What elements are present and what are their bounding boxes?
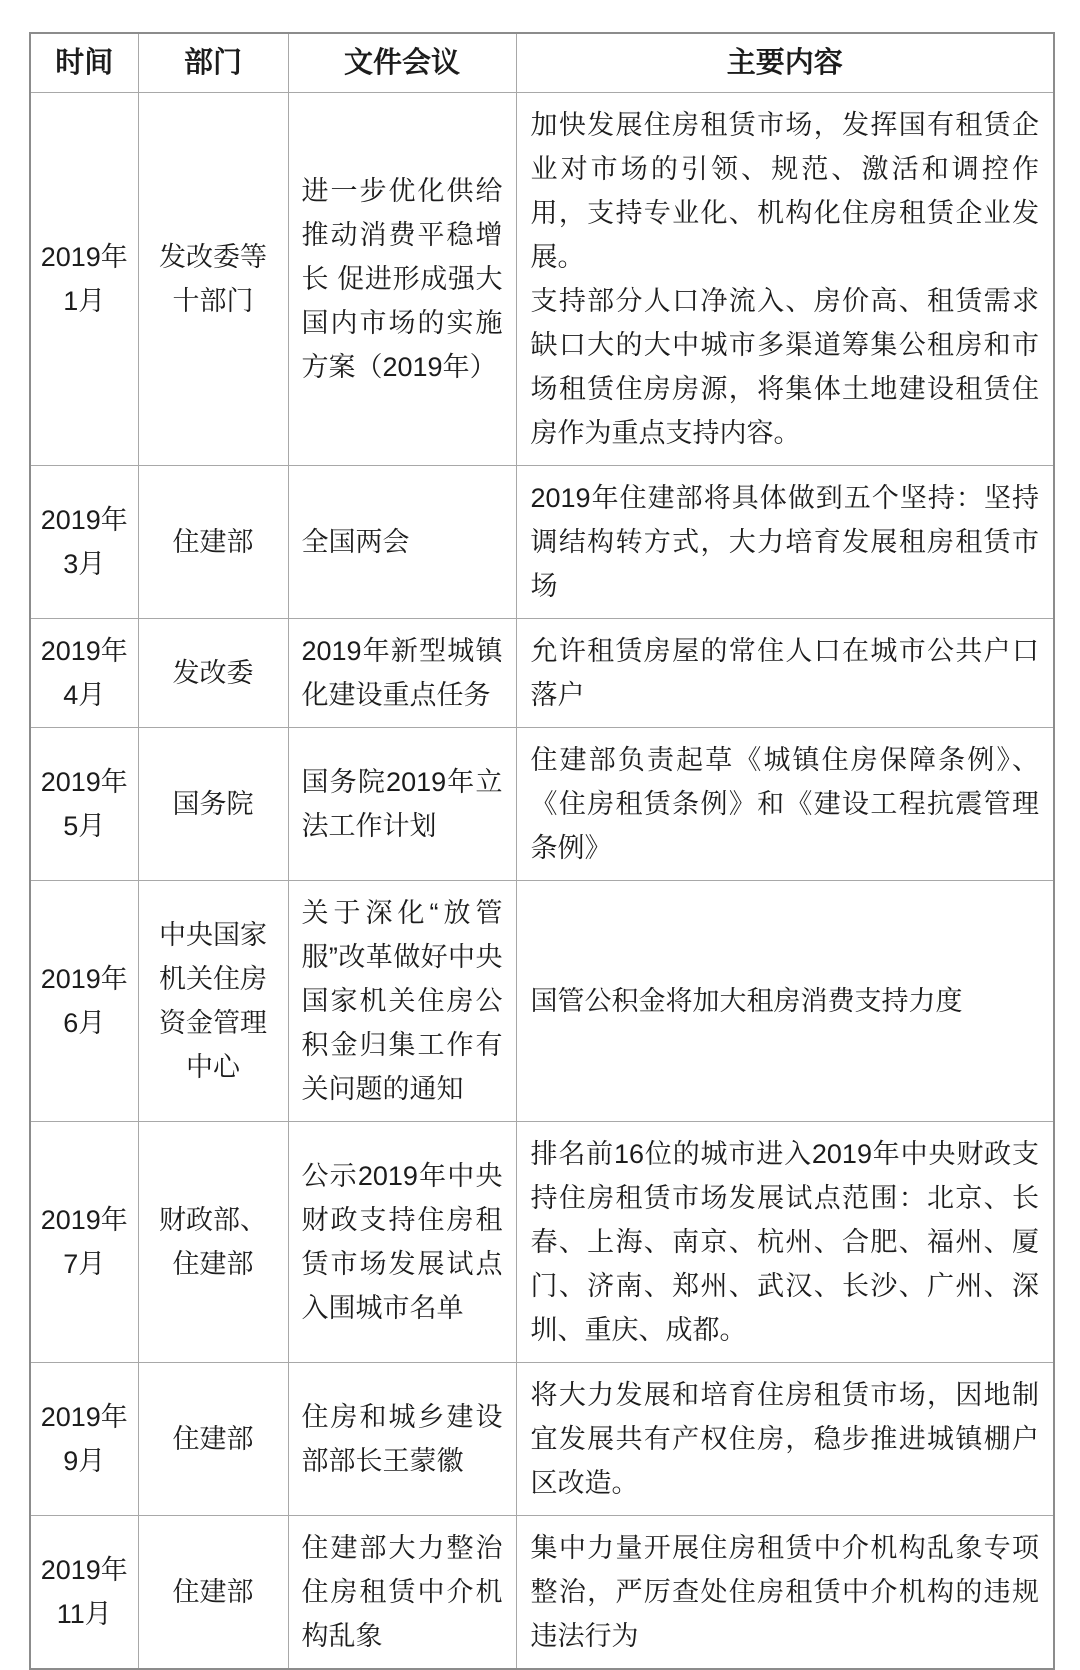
cell-department: 财政部、住建部 <box>138 1122 288 1363</box>
cell-content <box>516 1363 1054 1516</box>
policy-table-container <box>29 32 1055 1670</box>
policy-table <box>29 32 1055 1670</box>
cell-time: 2019年4月 <box>30 619 138 728</box>
cell-time: 2019年3月 <box>30 466 138 619</box>
cell-department: 住建部 <box>138 466 288 619</box>
content-paragraph: 国管公积金将加大租房消费支持力度 <box>530 986 963 1016</box>
table-row <box>30 1122 1054 1363</box>
table-row <box>30 466 1054 619</box>
content-paragraph: 将大力发展和培育住房租赁市场，因地制宜发展共有产权住房，稳步推进城镇棚户区改造。 <box>530 1380 1039 1498</box>
header-row <box>30 33 1054 93</box>
cell-document: 全国两会 <box>288 466 516 619</box>
cell-content <box>516 881 1054 1122</box>
cell-department: 住建部 <box>138 1516 288 1670</box>
cell-department: 住建部 <box>138 1363 288 1516</box>
content-paragraph: 允许租赁房屋的常住人口在城市公共户口落户 <box>530 636 1039 710</box>
table-row <box>30 728 1054 881</box>
content-paragraph: 加快发展住房租赁市场，发挥国有租赁企业对市场的引领、规范、激活和调控作用，支持专业化、机构化住房租赁企业发展。 <box>530 110 1039 272</box>
cell-department: 发改委 <box>138 619 288 728</box>
content-paragraph: 排名前16位的城市进入2019年中央财政支持住房租赁市场发展试点范围：北京、长春、上海、南京、杭州、合肥、福州、厦门、济南、郑州、武汉、长沙、广州、深圳、重庆、成都。 <box>530 1139 1039 1345</box>
cell-document: 国务院2019年立法工作计划 <box>288 728 516 881</box>
content-paragraph: 2019年住建部将具体做到五个坚持：坚持调结构转方式，大力培育发展租房租赁市场 <box>530 483 1039 601</box>
table-row <box>30 93 1054 466</box>
table-row <box>30 881 1054 1122</box>
cell-time: 2019年6月 <box>30 881 138 1122</box>
cell-time: 2019年9月 <box>30 1363 138 1516</box>
cell-document: 关于深化“放管服”改革做好中央国家机关住房公积金归集工作有关问题的通知 <box>288 881 516 1122</box>
cell-content <box>516 466 1054 619</box>
cell-content <box>516 1122 1054 1363</box>
cell-content <box>516 619 1054 728</box>
cell-time: 2019年1月 <box>30 93 138 466</box>
cell-document: 住建部大力整治住房租赁中介机构乱象 <box>288 1516 516 1670</box>
content-paragraph: 住建部负责起草《城镇住房保障条例》、《住房租赁条例》和《建设工程抗震管理条例》 <box>530 745 1039 863</box>
cell-document: 住房和城乡建设部部长王蒙徽 <box>288 1363 516 1516</box>
cell-content <box>516 93 1054 466</box>
cell-time: 2019年7月 <box>30 1122 138 1363</box>
cell-time: 2019年5月 <box>30 728 138 881</box>
cell-document: 进一步优化供给推动消费平稳增长 促进形成强大国内市场的实施方案（2019年） <box>288 93 516 466</box>
table-row <box>30 619 1054 728</box>
cell-department: 国务院 <box>138 728 288 881</box>
table-row <box>30 1363 1054 1516</box>
column-header-department: 部门 <box>138 33 288 93</box>
table-row <box>30 1516 1054 1670</box>
cell-document: 公示2019年中央财政支持住房租赁市场发展试点入围城市名单 <box>288 1122 516 1363</box>
cell-department: 中央国家机关住房资金管理中心 <box>138 881 288 1122</box>
cell-content <box>516 728 1054 881</box>
column-header-content: 主要内容 <box>516 33 1054 93</box>
content-paragraph: 集中力量开展住房租赁中介机构乱象专项整治，严厉查处住房租赁中介机构的违规违法行为 <box>530 1533 1039 1651</box>
cell-content <box>516 1516 1054 1670</box>
column-header-time: 时间 <box>30 33 138 93</box>
content-paragraph: 支持部分人口净流入、房价高、租赁需求缺口大的大中城市多渠道筹集公租房和市场租赁住房房源，将集体土地建设租赁住房作为重点支持内容。 <box>530 286 1039 448</box>
cell-department: 发改委等十部门 <box>138 93 288 466</box>
cell-time: 2019年11月 <box>30 1516 138 1670</box>
column-header-document: 文件会议 <box>288 33 516 93</box>
cell-document: 2019年新型城镇化建设重点任务 <box>288 619 516 728</box>
